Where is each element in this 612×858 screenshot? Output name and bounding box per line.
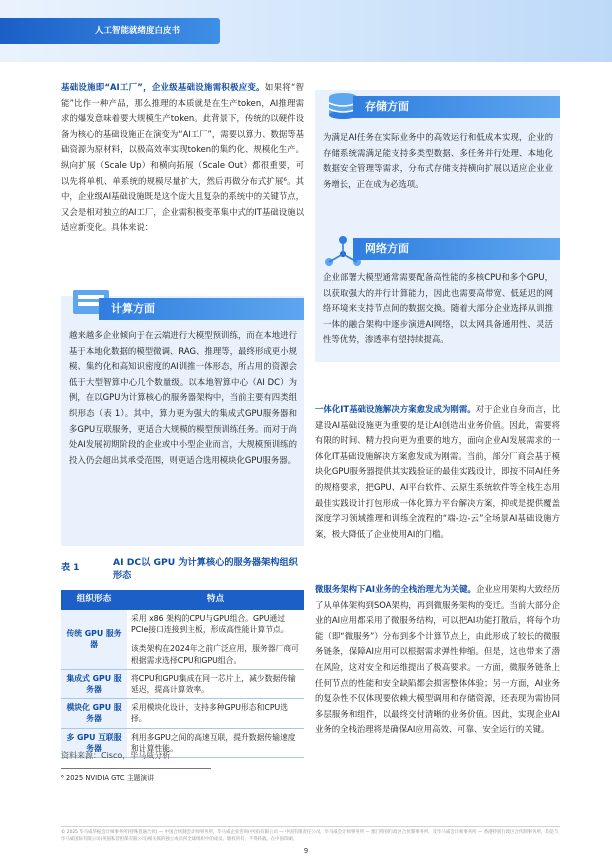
table-cell-features: [127, 699, 304, 728]
intro-paragraph: [61, 80, 304, 236]
table-cell-features: [127, 669, 304, 698]
table-source: 资料来源：Cisco，毕马威分析: [61, 751, 171, 760]
table-cell-form: 集成式 GPU 服务器: [61, 669, 127, 698]
table-cell-form: 模块化 GPU 服务器: [61, 699, 127, 728]
table-header-form: 组织形态: [61, 590, 127, 610]
table-header-row: [61, 590, 304, 610]
table-title: AI DC以 GPU 为计算核心的服务器架构组织形态: [113, 557, 298, 581]
governance-body: 企业应用架构大致经历了从单体架构到SOA架构，再到微服务架构的变迁。当前大部分企业的AI应用都采用了微服务结构，可以把AI功能打散后，将每个功能（即“微服务”）分布到多个计算节点上，由此形成了较长的微服务链条，保障AI应用可以根据需求弹性伸缩。但是，这也带来了潜在风险，这对安全和运维提出了极高要求。一方面，微服务链条上任何节点的性能和安全缺陷都会损害整体体验；另一方面，AI业务的复杂性不仅体现要依赖大模型调用和存储资源，还表现为需协同多层服务和组件，以最终交付清晰的业务价值。因此，实现企业AI业务的全栈治理将是确保AI应用高效、可靠、安全运行的关键。: [315, 584, 560, 735]
storage-heading: 存储方面: [353, 96, 560, 118]
feature-line: 采用模块化设计，支持多种GPU形态和CPU选择。: [131, 703, 289, 724]
solution-paragraph: [315, 402, 560, 542]
network-heading: 网络方面: [353, 238, 560, 260]
feature-line: 该类架构在2024年之前广泛应用，服务器厂商可根据需求选择CPU和GPU组合。: [131, 644, 299, 665]
compute-text: 越来越多企业倾向于在云端进行大模型预训练，而在本地进行基于本地化数据的模型微调、RAG、推理等，最终形成更小规模、集约化和高知识密度的AI训推一体形态，所占用的资源会低于大型智算中心几个数量级。以本地智算中心（AI DC）为例，在以GPU为计算核心的服务器架构中，当前主要有四类组织形态（表 1）。其中，算力更为强大的集成式GPU服务器和多GPU互联服务，更适合大规模的模型预训练任务。而对于尚处AI发展初期阶段的企业或中小型企业而言，大规模预训练的投入仍会超出其承受范围，则更适合选用模块化GPU服务器。: [69, 330, 297, 465]
table-cell-features: [127, 610, 304, 669]
table-row: [61, 699, 304, 728]
network-text: 企业部署大模型通常需要配备高性能的多核CPU和多个GPU，以获取强大的并行计算能力，因此也需要高带宽、低延迟的网络环境来支持节点间的数据交换。随着大部分企业选择从训推一体的融合架构中逐步演进AI网络，以太网具备通用性、灵活性等优势，渗透率有望持续提高。: [323, 272, 553, 345]
server-architecture-table: [61, 590, 304, 758]
infra-panel: [315, 90, 560, 362]
table-row: [61, 669, 304, 698]
governance-lead: 微服务架构下AI业务的全栈治理尤为关键。: [315, 584, 476, 594]
feature-line: 利用多GPU之间的高速互联，提升数据传输速度和计算性能。: [131, 732, 296, 753]
table-row: [61, 610, 304, 669]
intro-lead: 基础设施即“AI工厂”，企业级基础设施需积极应变。: [61, 82, 265, 92]
document-title: 人工智能就绪度白皮书: [95, 26, 181, 36]
legal-divider: [61, 826, 560, 827]
storage-text: 为满足AI任务在实际业务中的高效运行和低成本实现，企业的存储系统需满足能支持多类型数据、多任务并行处理、本地化数据安全管理等需求，分布式存储支持横向扩展以适应企业业务增长，正在成为必选项。: [323, 132, 553, 189]
feature-line: 将CPU和GPU集成在同一芯片上，减少数据传输延迟，提高计算效率。: [131, 673, 296, 695]
compute-heading: 计算方面: [99, 298, 304, 320]
compute-panel: [61, 296, 304, 546]
legal-notice: © 2025 毕马威华振会计师事务所(特殊普通合伙) — 中国合伙制会计师事务所，毕马威企业咨询(中国)有限公司 — 中国有限责任公司，毕马威会计师事务所 — 澳门特别行政区合伙制事务所，及毕马威会计师事务所 — 香港特别行政区合伙制事务所，均是与毕马威国际有限公司(英国私营担保有限公司)相关联的独立成员所全球组织中的成员。版权所有，不得转载。在中国印刷。: [61, 830, 559, 842]
table-tag: 表 1: [61, 563, 80, 573]
footnote-divider: [61, 768, 211, 769]
feature-line: 采用 x86 架构的CPU与GPU组合。GPU通过PCIe接口连接到主板，形成高性能计算节点。: [131, 614, 289, 635]
page-number: 9: [303, 847, 309, 855]
intro-body: 如果将“智能”比作一种产品，那么推理的本质就是在生产token，AI推理需求的爆发意味着要大规模生产token。此背景下，传统的以硬件设备为核心的基础设施正在演变为“AI工厂”，需要以算力、数据等基础资源为原材料，以极高效率实现token的集约化、规模化生产。纵向扩展（Scale Up）和横向拓展（Scale Out）都很重要，可以先将单机、单系统的规模尽量扩大，然后再做分布式扩展⁶。其中，企业级AI基础设施既是这个庞大且复杂的系统中的关键节点，又会是相对独立的AI工厂，企业需积极变革集中式的IT基础设施以适应新变化。具体来说：: [61, 82, 304, 233]
governance-paragraph: [315, 582, 560, 738]
footnote: ⁶ 2025 NVIDIA GTC 主题演讲: [61, 774, 155, 782]
table-cell-form: 多 GPU 互联服务器: [61, 728, 127, 757]
solution-lead: 一体化IT基础设施解决方案愈发成为刚需。: [315, 404, 476, 414]
table-header-features: 特点: [127, 590, 304, 610]
header-band: [0, 0, 612, 62]
table-cell-form: 传统 GPU 服务器: [61, 610, 127, 669]
solution-body: 对于企业自身而言，比建设AI基础设施更为重要的是让AI创造出业务价值。因此，需要将有限的时间、精力投向更为重要的地方，面向企业AI发展需求的一体化IT基础设施解决方案愈发成为刚需。当前，部分厂商会基于模块化GPU服务器提供其实践验证的最佳实践设计，即按不同AI任务的规格要求，把GPU、AI平台软件、云原生系统软件等全栈生态用最佳实践设计打包形成一体化算力平台解决方案，抑或是提供覆盖深度学习领域推理和训练全流程的“端-边-云”全场景AI基础设施方案，极大降低了企业使用AI的门槛。: [315, 404, 561, 539]
table-caption: [61, 556, 304, 592]
